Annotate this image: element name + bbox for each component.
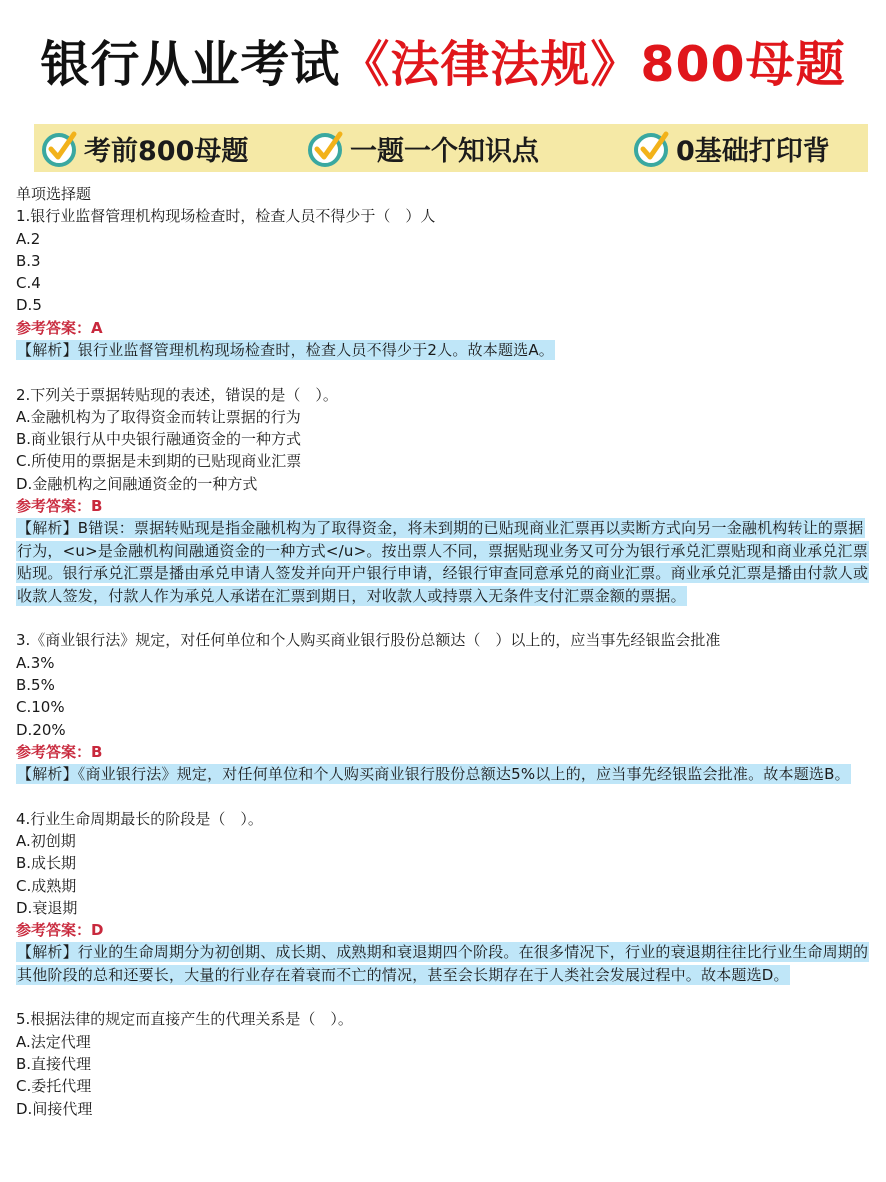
option-d: D.间接代理 [16,1099,93,1118]
title-part-2: 《法律法规》 [340,36,641,93]
analysis [16,517,872,607]
option-c: C.10% [16,698,65,717]
question-stem: 5.根据法律的规定而直接产生的代理关系是（ ）。 [16,1010,353,1029]
question-4 [16,808,872,987]
answer-label: 参考答案：B [16,742,103,761]
feature-2 [306,124,539,172]
feature-label-3: 0基础打印背 [676,135,830,167]
option-d: D.5 [16,296,42,315]
question-stem: 1.银行业监督管理机构现场检查时，检查人员不得少于（ ）人 [16,207,436,226]
option-a: A.2 [16,229,41,248]
analysis-text: 【解析】行业的生命周期分为初创期、成长期、成熟期和衰退期四个阶段。在很多情况下，行业的衰退期往往比行业生命周期的其他阶段的总和还要长，大量的行业存在着衰而不亡的情况，甚至会长期存在于人类社会发展过程中。故本题选D。 [17,943,869,984]
answer-label: 参考答案：B [16,497,103,516]
option-d: D.衰退期 [16,898,78,917]
option-b: B.3 [16,251,41,270]
option-a: A.法定代理 [16,1032,91,1051]
analysis [16,763,872,786]
option-b: B.直接代理 [16,1055,92,1074]
option-b: B.成长期 [16,854,77,873]
option-c: C.成熟期 [16,876,77,895]
question-stem: 2.下列关于票据转贴现的表述，错误的是（ ）。 [16,385,338,404]
check-circle-icon [306,128,346,168]
title-part-1: 银行从业考试 [40,36,341,93]
question-stem: 4.行业生命周期最长的阶段是（ ）。 [16,809,263,828]
analysis-text: 【解析】《商业银行法》规定，对任何单位和个人购买商业银行股份总额达5%以上的，应当事先经银监会批准。故本题选B。 [17,765,850,784]
analysis [16,339,872,362]
section-title: 单项选择题 [16,185,92,203]
option-a: A.金融机构为了取得资金而转让票据的行为 [16,407,301,426]
analysis-text: 【解析】B错误：票据转贴现是指金融机构为了取得资金，将未到期的已贴现商业汇票再以卖断方式向另一金融机构转让的票据行为，<u>是金融机构间融通资金的一种方式</u>。按出票人不同，票据贴现业务又可分为银行承兑汇票贴现和商业承兑汇票贴现。银行承兑汇票是播由承兑申请人签发并向开户银行申请，经银行审查同意承兑的商业汇票。商业承兑汇票是播由付款人或收款人签发，付款人作为承兑人承诺在汇票到期日，对收款人或持票入无条件支付汇票金额的票据。 [17,519,869,605]
question-1 [16,205,872,361]
option-a: A.3% [16,653,55,672]
check-circle-icon [632,128,672,168]
feature-label-2: 一题一个知识点 [350,135,539,167]
option-c: C.所使用的票据是未到期的已贴现商业汇票 [16,452,302,471]
question-stem: 3.《商业银行法》规定，对任何单位和个人购买商业银行股份总额达（ ）以上的，应当事先经银监会批准 [16,631,721,650]
analysis-text: 【解析】银行业监督管理机构现场检查时，检查人员不得少于2人。故本题选A。 [17,341,555,360]
check-circle-icon [40,128,80,168]
option-d: D.20% [16,720,66,739]
feature-label-1: 考前800母题 [84,135,249,167]
feature-1 [40,124,248,172]
option-b: B.商业银行从中央银行融通资金的一种方式 [16,430,302,449]
feature-banner [34,124,868,172]
option-c: C.委托代理 [16,1077,92,1096]
feature-3 [632,124,830,172]
option-d: D.金融机构之间融通资金的一种方式 [16,474,258,493]
title-part-3: 800母题 [640,36,846,93]
option-b: B.5% [16,675,55,694]
question-list [16,183,872,1120]
answer-label: 参考答案：A [16,318,103,337]
answer-label: 参考答案：D [16,921,104,940]
question-2 [16,384,872,608]
option-c: C.4 [16,274,41,293]
page-title [0,26,886,96]
question-5 [16,1008,872,1119]
question-3 [16,629,872,785]
analysis [16,941,872,986]
option-a: A.初创期 [16,831,76,850]
